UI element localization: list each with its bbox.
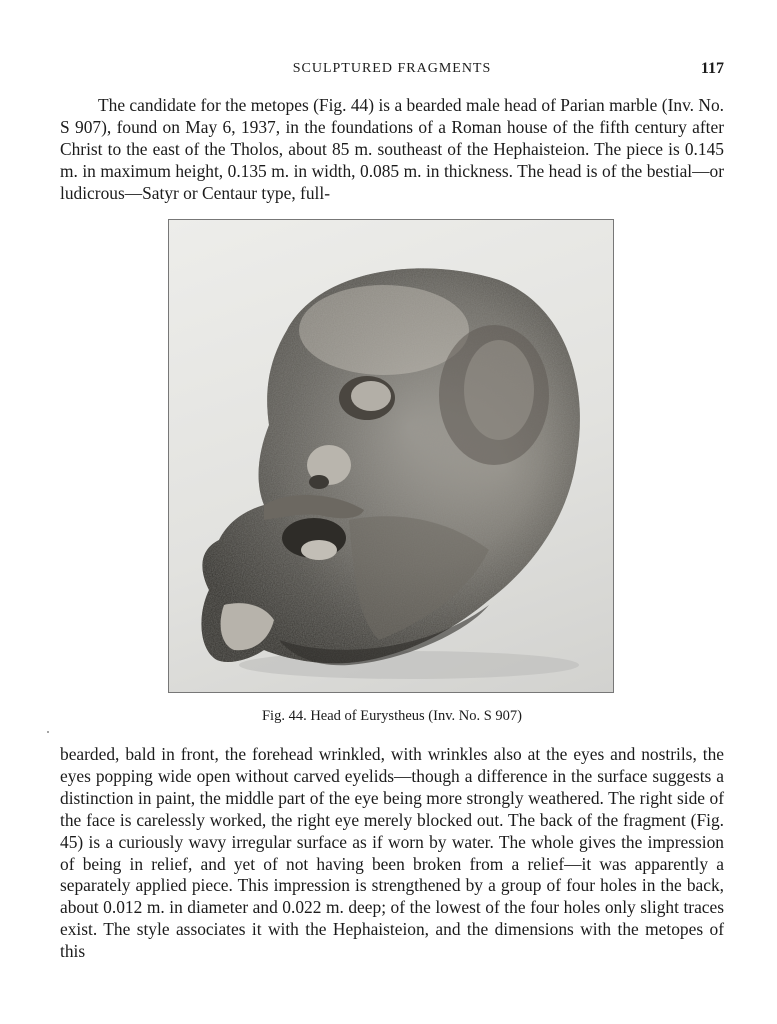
figure-photo — [168, 219, 614, 693]
running-title: SCULPTURED FRAGMENTS — [292, 61, 492, 76]
marble-head-photo-icon — [169, 220, 613, 692]
figure-caption: Fig. 44. Head of Eurystheus (Inv. No. S 907) — [261, 708, 523, 724]
page-number: 117 — [700, 60, 724, 77]
margin-speck — [47, 731, 49, 733]
running-head — [60, 60, 724, 82]
body-paragraph-1: The candidate for the metopes (Fig. 44) is a bearded male head of Parian marble (Inv. No. S 907), found on May 6, 1937, in the foundations of a Roman house of the fifth century after Christ to the east of the Tholos, about 85 m. southeast of the Hephaisteion. The piece is 0.145 m. in maximum height, 0.135 m. in width, 0.085 m. in thickness. The head is of the bestial—or ludicrous—Satyr or Centaur type, full- — [60, 95, 724, 203]
body-paragraph-2: bearded, bald in front, the forehead wrinkled, with wrinkles also at the eyes and nostrils, the eyes popping wide open without carved eyelids—though a difference in the surface suggests a distinction in paint, the middle part of the eye being more strongly weathered. The right side of the face is carelessly worked, the right eye merely blocked out. The back of the fragment (Fig. 45) is a curiously wavy irregular surface as if worn by water. The whole gives the impression of being in relief, and yet of not having been broken from a relief—it was apparently a separately applied piece. This impression is strengthened by a group of four holes in the back, about 0.012 m. in diameter and 0.022 m. deep; of the lowest of the four holes only slight traces exist. The style associates it with the Hephaisteion, and the dimensions with the metopes of this — [60, 744, 724, 962]
